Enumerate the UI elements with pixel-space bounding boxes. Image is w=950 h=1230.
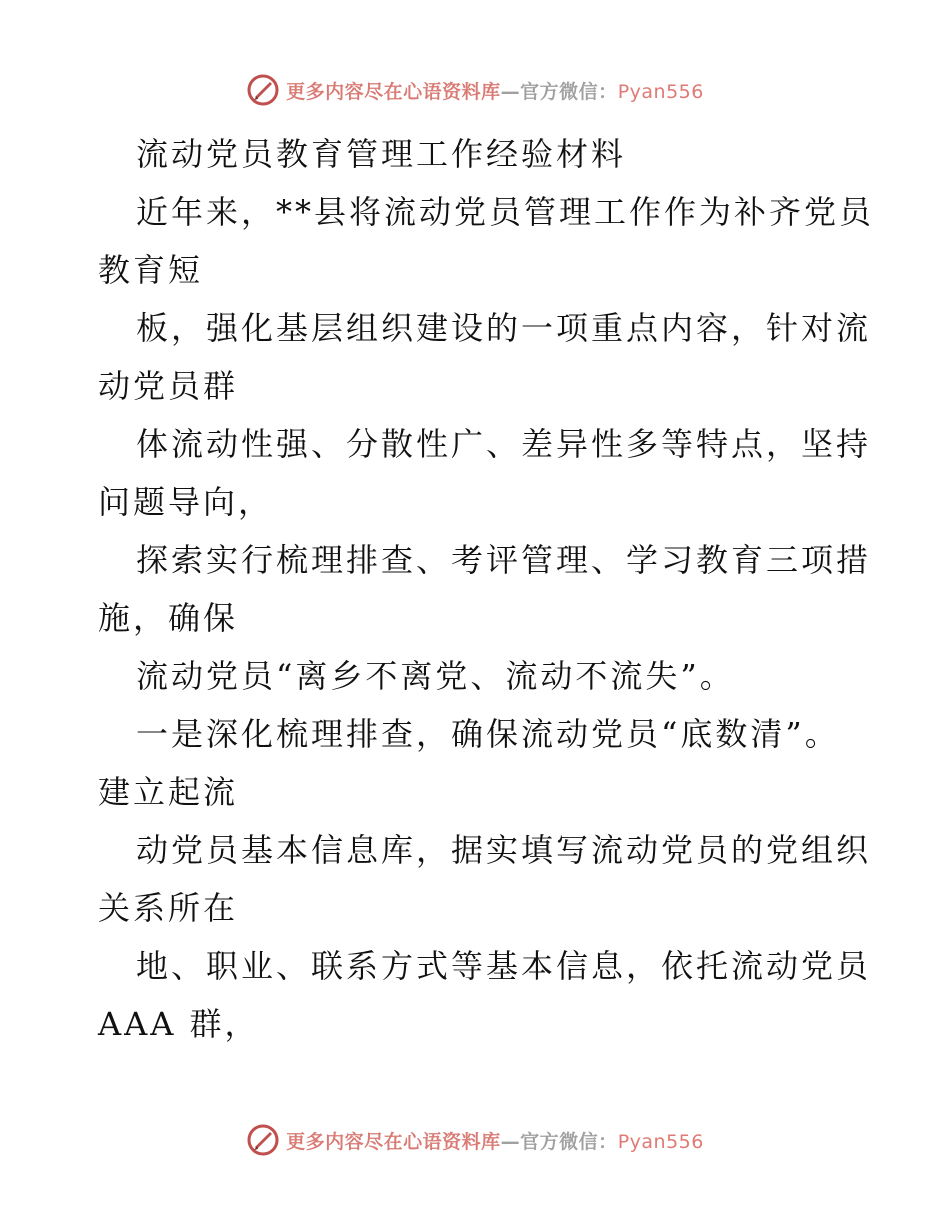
paragraph-line: 一是深化梳理排查，确保流动党员“底数清”。: [136, 715, 840, 753]
paragraph-line: 问题导向，: [98, 483, 274, 521]
paragraph-line: 动党员群: [98, 367, 239, 405]
watermark-main: 更多内容尽在心语资料库: [286, 1130, 501, 1153]
header-watermark: [0, 68, 950, 112]
paragraph-line: 流动党员“离乡不离党、流动不流失”。: [136, 657, 735, 695]
paragraph-line: 体流动性强、分散性广、差异性多等特点，坚持: [136, 425, 872, 463]
watermark-handle: Pyan556: [617, 1130, 704, 1153]
watermark-label: 官方微信：: [520, 1130, 618, 1153]
paragraph-line: 教育短: [98, 251, 204, 289]
watermark-handle: Pyan556: [617, 80, 704, 103]
paragraph-line: 板，强化基层组织建设的一项重点内容，针对流: [136, 309, 872, 347]
quill-logo-icon: [246, 1123, 280, 1157]
paragraph-line: 动党员基本信息库，据实填写流动党员的党组织: [136, 831, 872, 869]
paragraph-line: 地、职业、联系方式等基本信息，依托流动党员: [136, 947, 872, 985]
quill-logo-icon: [246, 73, 280, 107]
document-title: 流动党员教育管理工作经验材料: [136, 135, 627, 173]
document-body: [98, 125, 878, 1053]
watermark-main: 更多内容尽在心语资料库: [286, 80, 501, 103]
footer-watermark: [0, 1118, 950, 1162]
paragraph-line: AAA 群，: [98, 1005, 260, 1043]
watermark-label: 官方微信：: [520, 80, 618, 103]
watermark-text: [286, 77, 704, 104]
paragraph-line: 建立起流: [98, 773, 239, 811]
paragraph-line: 关系所在: [98, 889, 239, 927]
paragraph-line: 探索实行梳理排查、考评管理、学习教育三项措: [136, 541, 872, 579]
paragraph-line: 施，确保: [98, 599, 239, 637]
watermark-dash: —: [500, 80, 521, 103]
paragraph-line: 近年来，**县将流动党员管理工作作为补齐党员: [136, 193, 875, 231]
watermark-dash: —: [500, 1130, 521, 1153]
watermark-text: [286, 1127, 704, 1154]
